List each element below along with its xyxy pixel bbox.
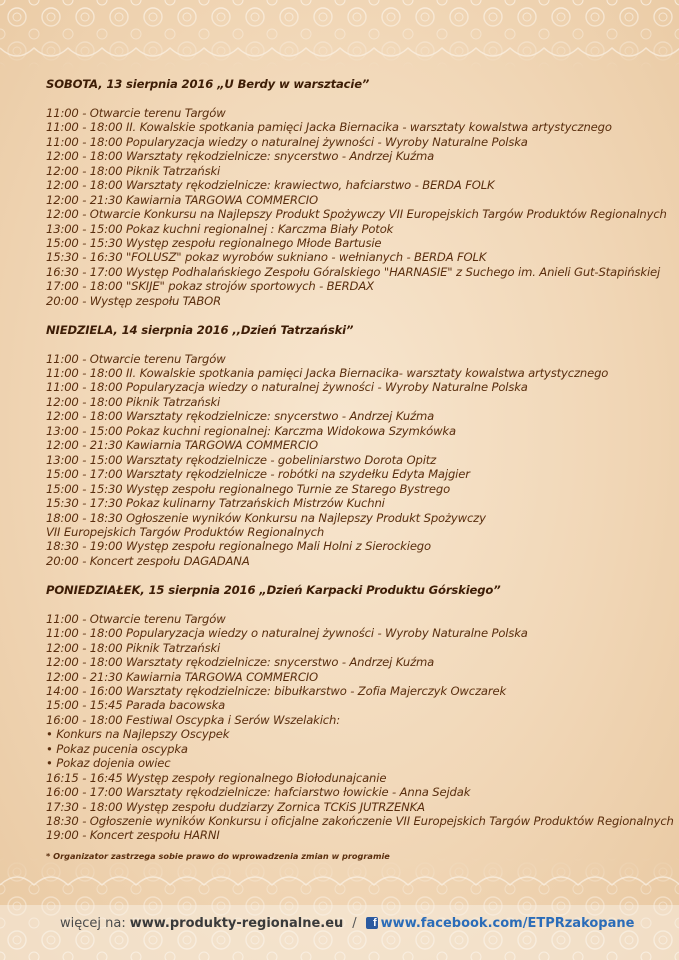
event-item: 13:00 - 15:00 Warsztaty rękodzielnicze - gobeliniarstwo Dorota Opitz [46,452,437,467]
day-title: NIEDZIELA, 14 sierpnia 2016 ,,Dzień Tatrzański” [46,322,354,337]
lace-border-top [0,0,679,70]
website-link[interactable]: www.produkty-regionalne.eu [129,915,344,931]
event-item: 12:00 - 18:00 Piknik Tatrzański [46,640,221,655]
event-item: 17:00 - 18:00 "SKIJE" pokaz strojów sportowych - BERDAX [46,279,374,294]
day-saturday [46,77,666,308]
event-item: • Konkurs na Najlepszy Oscypek [46,727,230,742]
event-item: 11:00 - 18:00 Popularyzacja wiedzy o naturalnej żywności - Wyroby Naturalne Polska [46,626,528,641]
event-item: • Pokaz dojenia owiec [46,756,171,771]
event-item: 15:30 - 17:30 Pokaz kulinarny Tatrzańskich Mistrzów Kuchni [46,496,385,511]
event-item: 12:00 - 18:00 Warsztaty rękodzielnicze: snycerstwo - Andrzej Kuźma [46,655,435,670]
event-item: 12:00 - 18:00 Piknik Tatrzański [46,394,221,409]
lace-border-bottom [0,855,679,960]
event-item: 16:00 - 17:00 Warsztaty rękodzielnicze: hafciarstwo łowickie - Anna Sejdak [46,785,471,800]
event-item: 18:30 - 19:00 Występ zespołu regionalnego Mali Holni z Sierockiego [46,539,431,554]
event-item: 11:00 - Otwarcie terenu Targów [46,611,226,626]
event-item: 11:00 - 18:00 Popularyzacja wiedzy o naturalnej żywności - Wyroby Naturalne Polska [46,134,528,149]
event-item: 16:00 - 18:00 Festiwal Oscypka i Serów Wszelakich: [46,712,340,727]
day-monday [46,582,674,843]
event-item: 15:30 - 16:30 "FOLUSZ" pokaz wyrobów sukniano - wełnianych - BERDA FOLK [46,250,487,265]
event-item: 16:15 - 16:45 Występ zespoły regionalnego Biołodunajcanie [46,770,387,785]
event-item: 14:00 - 16:00 Warsztaty rękodzielnicze: bibułkarstwo - Zofia Majerczyk Owczarek [46,683,507,698]
event-item: • Pokaz pucenia oscypka [46,741,188,756]
event-item: 19:00 - Koncert zespołu HARNI [46,828,220,843]
event-item: 12:00 - 18:00 Warsztaty rękodzielnicze: snycerstwo - Andrzej Kuźma [46,149,435,164]
event-item: 15:00 - 15:30 Występ zespołu regionalnego Turnie ze Starego Bystrego [46,481,451,496]
footer-separator: / [352,915,357,931]
day-title: SOBOTA, 13 sierpnia 2016 „U Berdy w warsztacie” [46,77,370,91]
event-item: 13:00 - 15:00 Pokaz kuchni regionalnej : Karczma Biały Potok [46,221,394,236]
event-item: 12:00 - 21:30 Kawiarnia TARGOWA COMMERCIO [46,669,319,684]
event-item: 12:00 - 18:00 Warsztaty rękodzielnicze: krawiectwo, hafciarstwo - BERDA FOLK [46,178,495,193]
footer-links [60,913,634,933]
event-item: 15:00 - 15:30 Występ zespołu regionalnego Młode Bartusie [46,235,382,250]
event-list [46,352,666,569]
event-item: 11:00 - 18:00 Popularyzacja wiedzy o naturalnej żywności - Wyroby Naturalne Polska [46,380,528,395]
facebook-icon: f [366,917,378,929]
event-item: 12:00 - 18:00 Warsztaty rękodzielnicze: snycerstwo - Andrzej Kuźma [46,409,435,424]
event-list [46,106,666,308]
event-item: 20:00 - Występ zespołu TABOR [46,293,222,308]
more-info-label: więcej na: [60,915,126,931]
event-item: 12:00 - 21:30 Kawiarnia TARGOWA COMMERCIO [46,438,319,453]
facebook-link[interactable]: www.facebook.com/ETPRzakopane [380,915,635,931]
event-item: 13:00 - 15:00 Pokaz kuchni regionalnej: Karczma Widokowa Szymkówka [46,423,456,438]
event-item: 18:30 - Ogłoszenie wyników Konkursu i oficjalne zakończenie VII Europejskich Targów Produktów Regionalnych [46,814,674,829]
event-item: 12:00 - 21:30 Kawiarnia TARGOWA COMMERCIO [46,192,319,207]
event-item: 11:00 - Otwarcie terenu Targów [46,105,226,120]
day-sunday [46,323,666,569]
event-item: 20:00 - Koncert zespołu DAGADANA [46,553,250,568]
event-item: 17:30 - 18:00 Występ zespołu dudziarzy Zornica TCKiS JUTRZENKA [46,799,425,814]
day-title: PONIEDZIAŁEK, 15 sierpnia 2016 „Dzień Karpacki Produktu Górskiego” [46,582,501,597]
event-list [46,611,674,843]
event-item: 11:00 - 18:00 II. Kowalskie spotkania pamięci Jacka Biernacika - warsztaty kowalstwa artystycznego [46,120,612,135]
event-item: 16:30 - 17:00 Występ Podhalańskiego Zespołu Góralskiego "HARNASIE" z Suchego im. Anieli Gut-Stapińskiej [46,264,661,279]
event-item: 15:00 - 17:00 Warsztaty rękodzielnicze - robótki na szydełku Edyta Majgier [46,467,470,482]
event-item: 15:00 - 15:45 Parada bacowska [46,698,226,713]
event-item: 11:00 - Otwarcie terenu Targów [46,351,226,366]
event-item: 12:00 - 18:00 Piknik Tatrzański [46,163,221,178]
event-item: 18:00 - 18:30 Ogłoszenie wyników Konkursu na Najlepszy Produkt Spożywczy [46,510,486,525]
event-item: 11:00 - 18:00 II. Kowalskie spotkania pamięci Jacka Biernacika- warsztaty kowalstwa artystycznego [46,366,609,381]
program-content [46,77,674,843]
event-item: 12:00 - Otwarcie Konkursu na Najlepszy Produkt Spożywczy VII Europejskich Targów Produktów Regionalnych [46,207,667,222]
event-item: VII Europejskich Targów Produktów Regionalnych [46,525,325,539]
